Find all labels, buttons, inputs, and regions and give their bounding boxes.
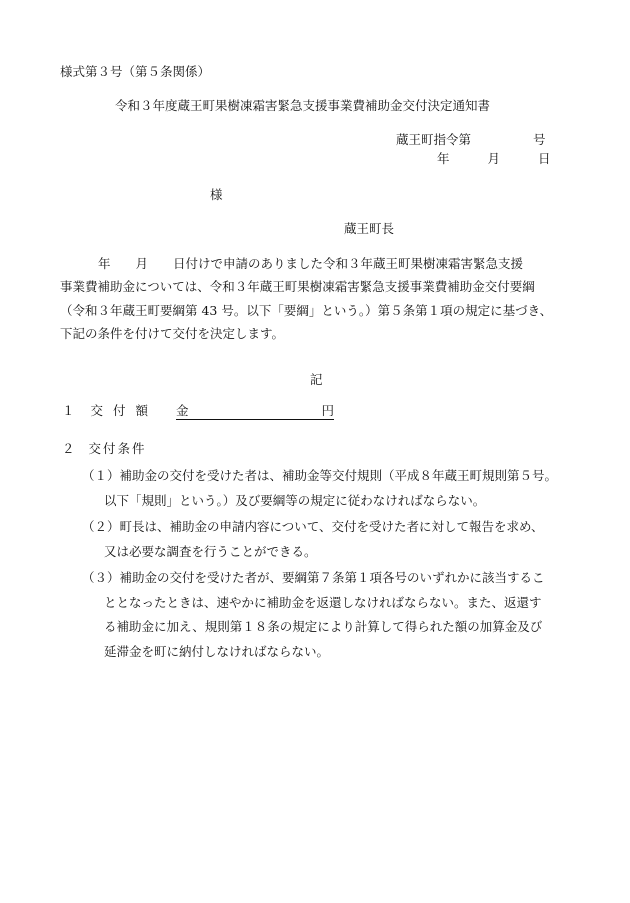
body-line: （令和３年蔵王町要綱第 43 号。以下「要綱」という。）第５条第１項の規定に基づき、 [60,302,553,318]
condition-line: ととなったときは、速やかに補助金を返還しなければならない。また、返還す [104,594,542,610]
condition-line: 又は必要な調査を行うことができる。 [104,543,317,559]
amount-prefix: 金 [176,403,189,418]
addressee: 様 [210,187,223,202]
condition-line: る補助金に加え、規則第１８条の規定により計算して得られた額の加算金及び [104,619,543,634]
condition-3 [82,566,582,664]
condition-line: （２）町長は、補助金の申請内容について、交付を受けた者に対して報告を求め、 [82,519,544,534]
issuer-number-prefix: 蔵王町指令第 [396,132,472,147]
condition-line: 延滞金を町に納付しなければならない。 [104,643,330,659]
issuer-number [396,132,546,148]
body-line: 年 月 日付けで申請のありました令和３年蔵王町果樹凍霜害緊急支援 [98,256,524,271]
item-conditions-heading [62,441,147,457]
amount-suffix: 円 [321,403,335,418]
condition-line: （３）補助金の交付を受けた者が、要綱第７条第１項各号のいずれかに該当するこ [82,570,545,585]
item2-number: ２ [62,441,75,456]
date-day: 日 [538,151,551,166]
condition-1 [82,464,582,513]
form-number: 様式第３号（第５条関係） [60,64,211,79]
document-title: 令和３年度蔵王町果樹凍霜害緊急支援事業費補助金交付決定通知書 [115,98,491,113]
item2-label: 交付条件 [88,441,147,456]
condition-line: 以下「規則」という。）及び要綱等の規定に従わなければならない。 [104,492,486,508]
date-month: 月 [487,151,501,166]
item1-number: １ [62,403,75,418]
condition-line: （１）補助金の交付を受けた者は、補助金等交付規則（平成８年蔵王町規則第５号。 [82,468,558,483]
ki-heading: 記 [310,372,323,387]
item-grant-amount [62,403,334,420]
amount-field [176,403,334,420]
condition-2 [82,515,582,564]
body-paragraph [60,252,575,345]
date-year: 年 [437,151,450,166]
body-line: 下記の条件を付けて交付を決定します。 [60,325,285,341]
issue-date [437,151,551,167]
item1-label: 交付額 [90,403,159,418]
body-line: 事業費補助金については、令和３年蔵王町果樹凍霜害緊急支援事業費補助金交付要綱 [60,279,535,295]
issuer-number-suffix: 号 [533,132,546,147]
sender: 蔵王町長 [344,221,395,236]
